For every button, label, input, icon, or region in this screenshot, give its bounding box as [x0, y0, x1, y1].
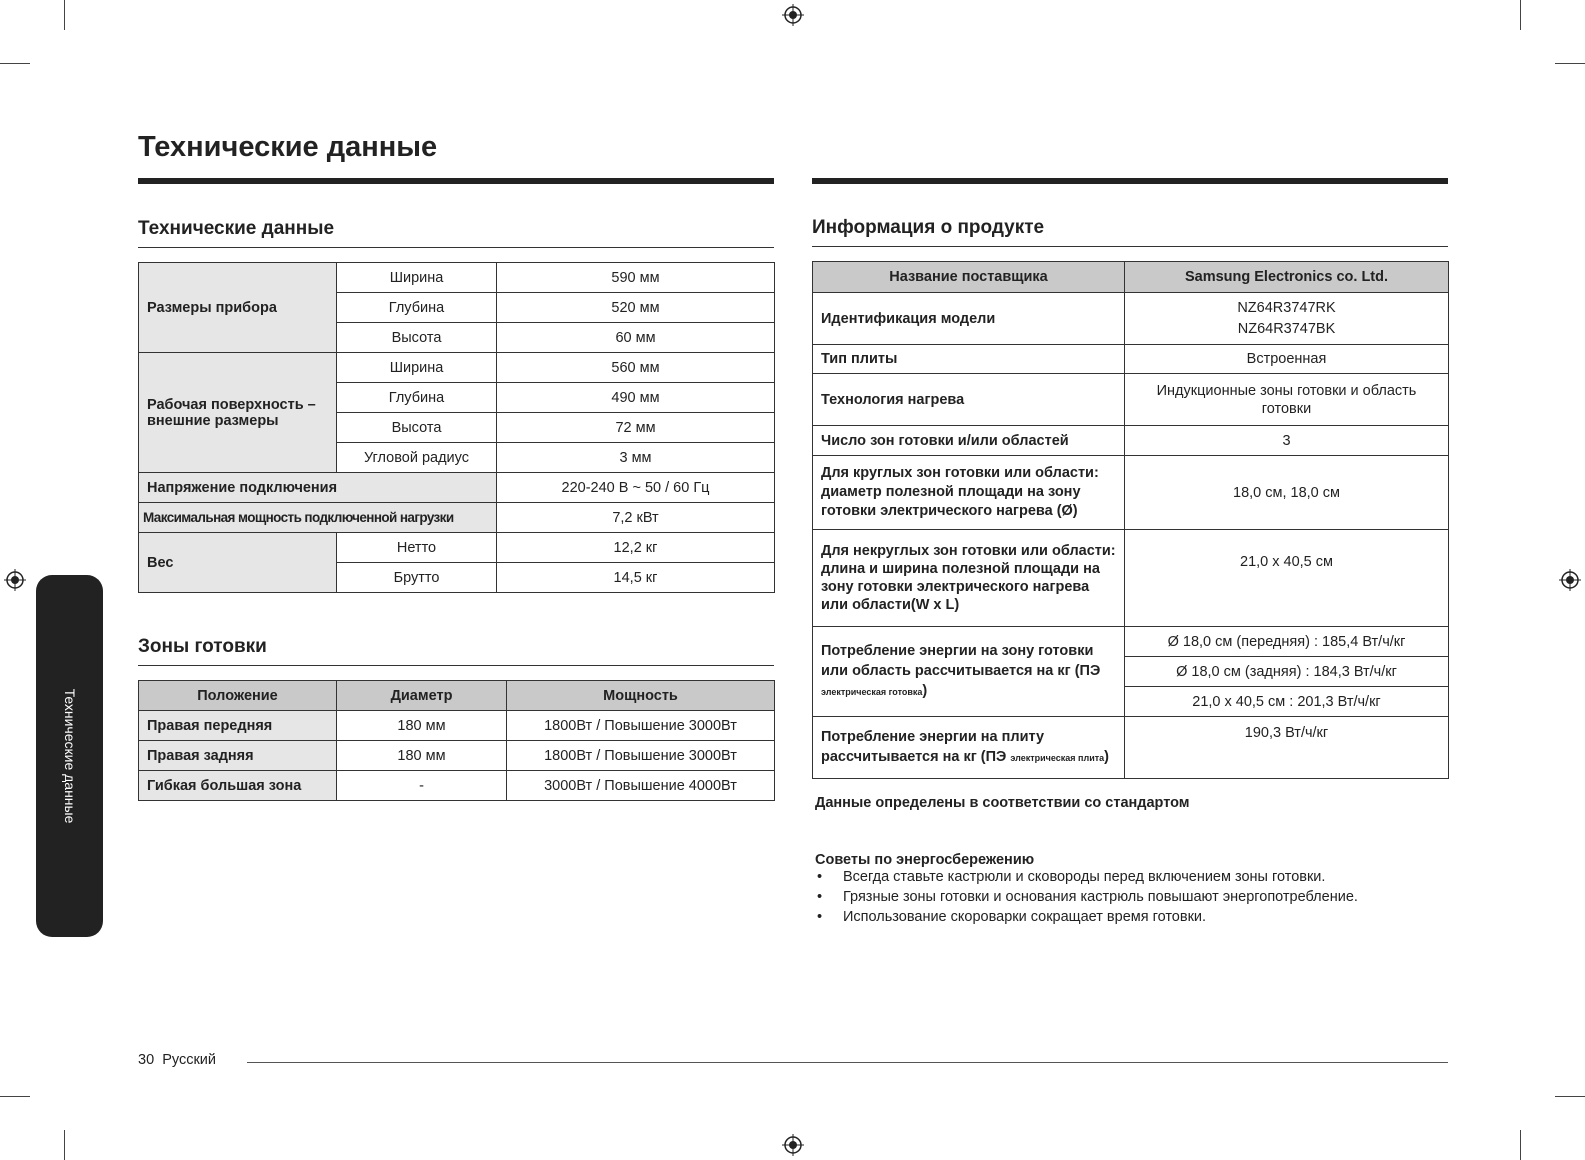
zone-diameter: -	[337, 771, 507, 801]
zones-table	[138, 680, 775, 801]
weight-name: Нетто	[337, 533, 497, 563]
zone-energy-sub: электрическая готовка	[821, 687, 923, 697]
weight-value: 12,2 кг	[497, 533, 775, 563]
surface-name: Глубина	[337, 383, 497, 413]
model-id: NZ64R3747BK	[1237, 320, 1336, 337]
model-values	[1125, 293, 1449, 345]
dim-value: 590 мм	[497, 263, 775, 293]
model-label: Идентификация модели	[813, 293, 1125, 345]
tip-item: • Всегда ставьте кастрюли и сковороды перед включением зоны готовки.	[815, 867, 1358, 887]
zone-power: 1800Вт / Повышение 3000Вт	[507, 741, 775, 771]
zone-position: Гибкая большая зона	[139, 771, 337, 801]
hob-type-label: Тип плиты	[813, 345, 1125, 374]
registration-mark-icon	[782, 4, 804, 26]
dim-value: 60 мм	[497, 323, 775, 353]
page-title: Технические данные	[138, 131, 438, 163]
zones-header: Положение	[139, 681, 337, 711]
crop-mark	[1520, 0, 1521, 30]
zone-power: 3000Вт / Повышение 4000Вт	[507, 771, 775, 801]
crop-mark	[64, 0, 65, 30]
surface-name: Высота	[337, 413, 497, 443]
hob-energy-sub: электрическая плита	[1010, 753, 1105, 763]
crop-mark	[64, 1130, 65, 1160]
footer	[138, 1052, 216, 1068]
tip-item: • Использование скороварки сокращает время готовки.	[815, 907, 1358, 927]
surface-name: Ширина	[337, 353, 497, 383]
power-value: 7,2 кВт	[497, 503, 775, 533]
crop-mark	[1555, 1096, 1585, 1097]
product-info-rule	[812, 246, 1448, 247]
zone-power: 1800Вт / Повышение 3000Вт	[507, 711, 775, 741]
dims-label: Размеры прибора	[139, 263, 337, 353]
hob-energy-label-cell: Потребление энергии на плиту рассчитывается на кг (ПЭ электрическая плита)	[813, 717, 1125, 779]
tip-item: • Грязные зоны готовки и основания кастрюль повышают энергопотребление.	[815, 887, 1358, 907]
dim-name: Ширина	[337, 263, 497, 293]
side-tab-label: Технические данные	[61, 688, 78, 824]
product-info-table	[812, 261, 1449, 779]
tips-title: Советы по энергосбережению	[815, 852, 1035, 868]
dim-name: Высота	[337, 323, 497, 353]
voltage-label: Напряжение подключения	[139, 473, 497, 503]
zone-diameter: 180 мм	[337, 741, 507, 771]
surface-label: Рабочая поверхность – внешние размеры	[139, 353, 337, 473]
side-tab	[36, 575, 103, 937]
footer-language: Русский	[162, 1052, 217, 1068]
weight-name: Брутто	[337, 563, 497, 593]
hob-energy-value: 190,3 Вт/ч/кг	[1125, 717, 1449, 779]
registration-mark-icon	[4, 569, 26, 591]
page-number: 30	[138, 1052, 155, 1068]
hob-energy-label: Потребление энергии на плиту рассчитывается на кг (ПЭ	[821, 729, 1045, 765]
zone-position: Правая задняя	[139, 741, 337, 771]
weight-value: 14,5 кг	[497, 563, 775, 593]
power-label: Максимальная мощность подключенной нагрузки	[139, 503, 497, 533]
surface-value: 72 мм	[497, 413, 775, 443]
tips-list	[815, 867, 1358, 927]
nonround-value: 21,0 x 40,5 см	[1125, 530, 1449, 627]
title-rule-left	[138, 178, 774, 184]
zone-energy-label: Потребление энергии на зону готовки или область рассчитывается на кг (ПЭ	[821, 643, 1101, 679]
supplier-label: Название поставщика	[813, 262, 1125, 293]
zone-count-value: 3	[1125, 426, 1449, 456]
dim-name: Глубина	[337, 293, 497, 323]
surface-name: Угловой радиус	[337, 443, 497, 473]
registration-mark-icon	[1559, 569, 1581, 591]
surface-value: 560 мм	[497, 353, 775, 383]
zone-count-label: Число зон готовки и/или областей	[813, 426, 1125, 456]
zone-energy-value: Ø 18,0 см (передняя) : 185,4 Вт/ч/кг	[1125, 627, 1449, 657]
tech-data-rule	[138, 247, 774, 248]
footer-rule	[247, 1062, 1448, 1063]
heating-value: Индукционные зоны готовки и область готовки	[1125, 374, 1449, 426]
zones-header: Диаметр	[337, 681, 507, 711]
zones-title: Зоны готовки	[138, 636, 267, 657]
registration-mark-icon	[782, 1134, 804, 1156]
zone-diameter: 180 мм	[337, 711, 507, 741]
surface-value: 490 мм	[497, 383, 775, 413]
zone-energy-value: Ø 18,0 см (задняя) : 184,3 Вт/ч/кг	[1125, 657, 1449, 687]
zones-header: Мощность	[507, 681, 775, 711]
voltage-value: 220-240 В ~ 50 / 60 Гц	[497, 473, 775, 503]
supplier-value: Samsung Electronics co. Ltd.	[1125, 262, 1449, 293]
nonround-label: Для некруглых зон готовки или области: длина и ширина полезной площади на зону готовки электрического нагрева или области(W x L)	[813, 530, 1125, 627]
crop-mark	[0, 1096, 30, 1097]
crop-mark	[1520, 1130, 1521, 1160]
zones-rule	[138, 665, 774, 666]
round-value: 18,0 см, 18,0 см	[1125, 456, 1449, 530]
hob-type-value: Встроенная	[1125, 345, 1449, 374]
round-label: Для круглых зон готовки или области: диаметр полезной площади на зону готовки электрического нагрева (Ø)	[813, 456, 1125, 530]
zone-energy-value: 21,0 x 40,5 см : 201,3 Вт/ч/кг	[1125, 687, 1449, 717]
product-info-title: Информация о продукте	[812, 217, 1045, 238]
surface-value: 3 мм	[497, 443, 775, 473]
zone-energy-label-cell: Потребление энергии на зону готовки или область рассчитывается на кг (ПЭ электрическая готовка)	[813, 627, 1125, 717]
crop-mark	[0, 63, 30, 64]
heating-label: Технология нагрева	[813, 374, 1125, 426]
zone-position: Правая передняя	[139, 711, 337, 741]
weight-label: Вес	[139, 533, 337, 593]
tech-data-table	[138, 262, 775, 593]
crop-mark	[1555, 63, 1585, 64]
model-id: NZ64R3747RK	[1237, 299, 1336, 316]
dim-value: 520 мм	[497, 293, 775, 323]
standard-note: Данные определены в соответствии со стандартом	[815, 795, 1190, 811]
tech-data-title: Технические данные	[138, 218, 335, 239]
title-rule-right	[812, 178, 1448, 184]
